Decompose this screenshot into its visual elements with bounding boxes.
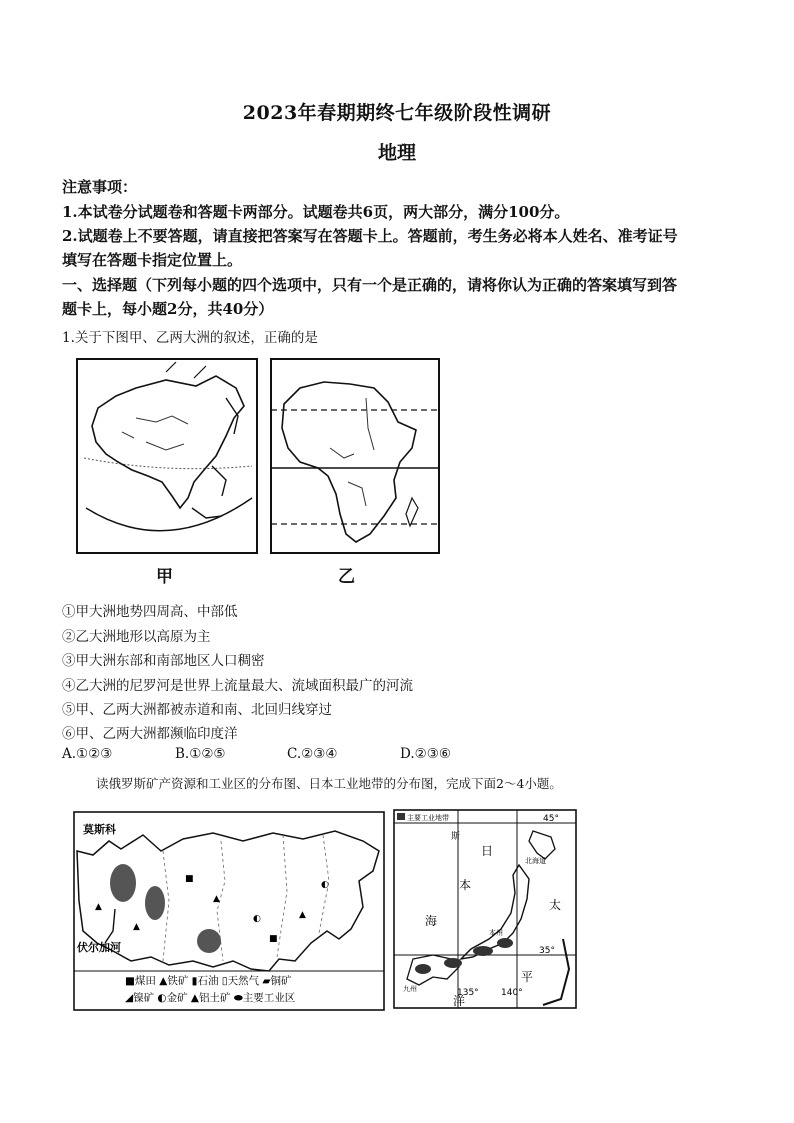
label-kyushu: 九州 bbox=[403, 985, 417, 993]
exam-subject: 地理 bbox=[377, 142, 416, 164]
label-volga: 伏尔加河 bbox=[77, 941, 121, 954]
exam-title: 2023年春期期终七年级阶段性调研 bbox=[242, 102, 552, 124]
label-lon140: 140° bbox=[501, 988, 523, 998]
notice-heading: 注意事项： bbox=[62, 178, 138, 196]
label-moscow: 莫斯科 bbox=[83, 823, 116, 836]
label-si: 斯 bbox=[451, 832, 461, 842]
map-label-yi: 乙 bbox=[338, 567, 355, 587]
label-hai: 海 bbox=[425, 914, 438, 928]
section-heading-line1: 一、选择题（下列每小题的四个选项中，只有一个是正确的，请将你认为正确的答案填写到答 bbox=[62, 276, 678, 294]
notice-item-2: 2.试题卷上不要答题，请直接把答案写在答题卡上。答题前，考生务必将本人姓名、准考证号 bbox=[62, 227, 678, 245]
question-1-stem: 1.关于下图甲、乙两大洲的叙述，正确的是 bbox=[62, 330, 318, 346]
option-d[interactable]: D.②③⑥ bbox=[400, 746, 451, 762]
label-ben: 本 bbox=[459, 878, 472, 892]
svg-text:◐: ◐ bbox=[321, 880, 329, 890]
svg-text:▲: ▲ bbox=[95, 902, 102, 912]
label-lat45: 45° bbox=[543, 814, 559, 824]
label-lon135: 135° bbox=[457, 988, 479, 998]
map-africa bbox=[270, 358, 440, 554]
statement-2: ②乙大洲地形以高原为主 bbox=[62, 629, 211, 645]
label-hokkaido: 北海道 bbox=[525, 857, 546, 865]
svg-text:▲: ▲ bbox=[133, 922, 140, 932]
japan-legend: 主要工业地带 bbox=[407, 814, 449, 822]
option-a[interactable]: A.①②③ bbox=[62, 746, 113, 762]
svg-text:◐: ◐ bbox=[253, 914, 261, 924]
notice-item-1: 1.本试卷分试题卷和答题卡两部分。试题卷共6页，两大部分，满分100分。 bbox=[62, 203, 570, 221]
russia-legend-line2: ◢镍矿 ◐金矿 ▲铝土矿 ⬬主要工业区 bbox=[125, 992, 296, 1004]
svg-text:■: ■ bbox=[269, 934, 278, 944]
section-heading-line2: 题卡上，每小题2分，共40分） bbox=[62, 300, 274, 318]
statement-4: ④乙大洲的尼罗河是世界上流量最大、流域面积最广的河流 bbox=[62, 678, 413, 694]
svg-text:▲: ▲ bbox=[213, 894, 220, 904]
statement-3: ③甲大洲东部和南部地区人口稠密 bbox=[62, 653, 265, 669]
label-ping: 平 bbox=[521, 970, 534, 984]
option-c[interactable]: C.②③④ bbox=[287, 746, 338, 762]
russia-legend-line1: ■煤田 ▲铁矿 ▮石油 ▯天然气 ▰铜矿 bbox=[125, 975, 292, 987]
label-tai: 太 bbox=[549, 898, 562, 912]
label-lat35: 35° bbox=[539, 946, 555, 956]
map-russia bbox=[73, 811, 385, 1011]
map-japan bbox=[393, 809, 577, 1009]
statement-1: ①甲大洲地势四周高、中部低 bbox=[62, 604, 238, 620]
label-ri: 日 bbox=[481, 844, 494, 858]
statement-5: ⑤甲、乙两大洲都被赤道和南、北回归线穿过 bbox=[62, 702, 332, 718]
svg-text:▲: ▲ bbox=[299, 910, 306, 920]
option-b[interactable]: B.①②⑤ bbox=[175, 746, 226, 762]
question-1-options bbox=[62, 746, 451, 762]
map-asia bbox=[76, 358, 258, 554]
statement-6: ⑥甲、乙两大洲都濒临印度洋 bbox=[62, 726, 238, 742]
notice-item-2-cont: 填写在答题卡指定位置上。 bbox=[62, 251, 243, 269]
map-label-jia: 甲 bbox=[156, 567, 173, 587]
svg-text:■: ■ bbox=[185, 874, 194, 884]
label-honshu: 本州 bbox=[489, 929, 503, 937]
intro-questions-2-4: 读俄罗斯矿产资源和工业区的分布图、日本工业地带的分布图，完成下面2～4小题。 bbox=[96, 776, 562, 791]
label-yang: 洋 bbox=[453, 994, 466, 1008]
